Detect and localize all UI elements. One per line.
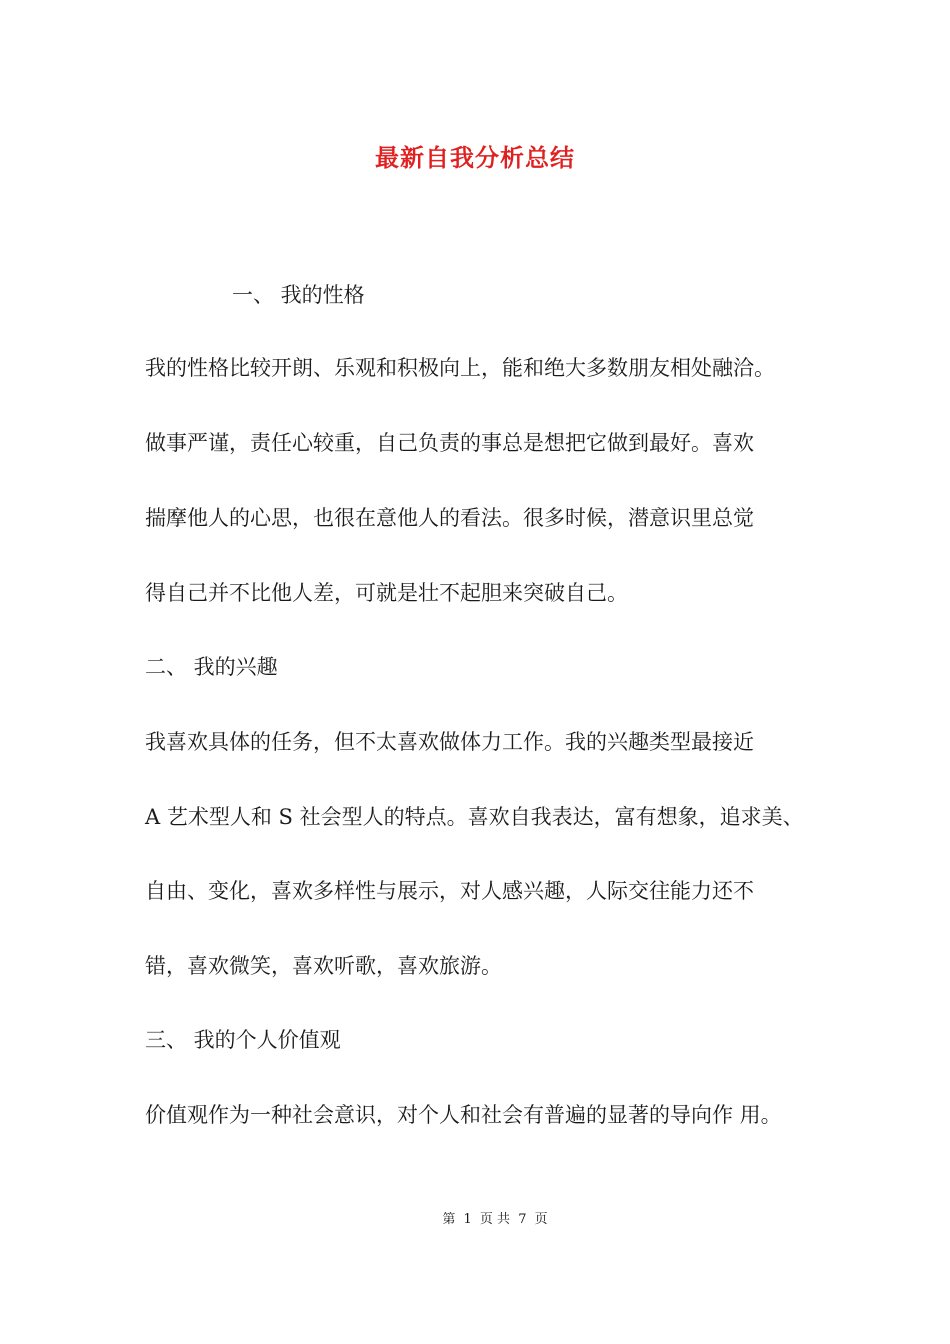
document-title: 最新自我分析总结 (375, 144, 575, 172)
paragraph-line: 揣摩他人的心思，也很在意他人的看法。很多时候，潜意识里总觉 (145, 506, 754, 530)
section-heading-interests: 二、 我的兴趣 (145, 655, 278, 679)
paragraph-line: 错，喜欢微笑，喜欢听歌，喜欢旅游。 (145, 954, 502, 978)
footer-mid: 页 共 (479, 1212, 511, 1227)
page-footer (0, 1208, 950, 1227)
footer-total-pages: 7 (518, 1212, 527, 1227)
section-heading-values: 三、 我的个人价值观 (145, 1028, 341, 1052)
paragraph-line: 价值观作为一种社会意识，对个人和社会有普遍的显著的导向作 用。 (145, 1103, 782, 1127)
paragraph-line: 我喜欢具体的任务，但不太喜欢做体力工作。我的兴趣类型最接近 (145, 730, 754, 754)
section-heading-personality: 一、 我的性格 (232, 283, 365, 307)
paragraph-line: 我的性格比较开朗、乐观和积极向上，能和绝大多数朋友相处融洽。 (145, 356, 775, 380)
paragraph-line: A 艺术型人和 S 社会型人的特点。喜欢自我表达，富有想象，追求美、 (145, 805, 804, 829)
paragraph-line: 自由、变化，喜欢多样性与展示，对人感兴趣，人际交往能力还不 (145, 879, 754, 903)
footer-prefix: 第 (442, 1212, 456, 1227)
footer-suffix: 页 (534, 1212, 548, 1227)
footer-page-number: 1 (463, 1212, 472, 1227)
paragraph-line: 得自己并不比他人差，可就是壮不起胆来突破自己。 (145, 581, 628, 605)
paragraph-line: 做事严谨，责任心较重，自己负责的事总是想把它做到最好。喜欢 (145, 431, 754, 455)
